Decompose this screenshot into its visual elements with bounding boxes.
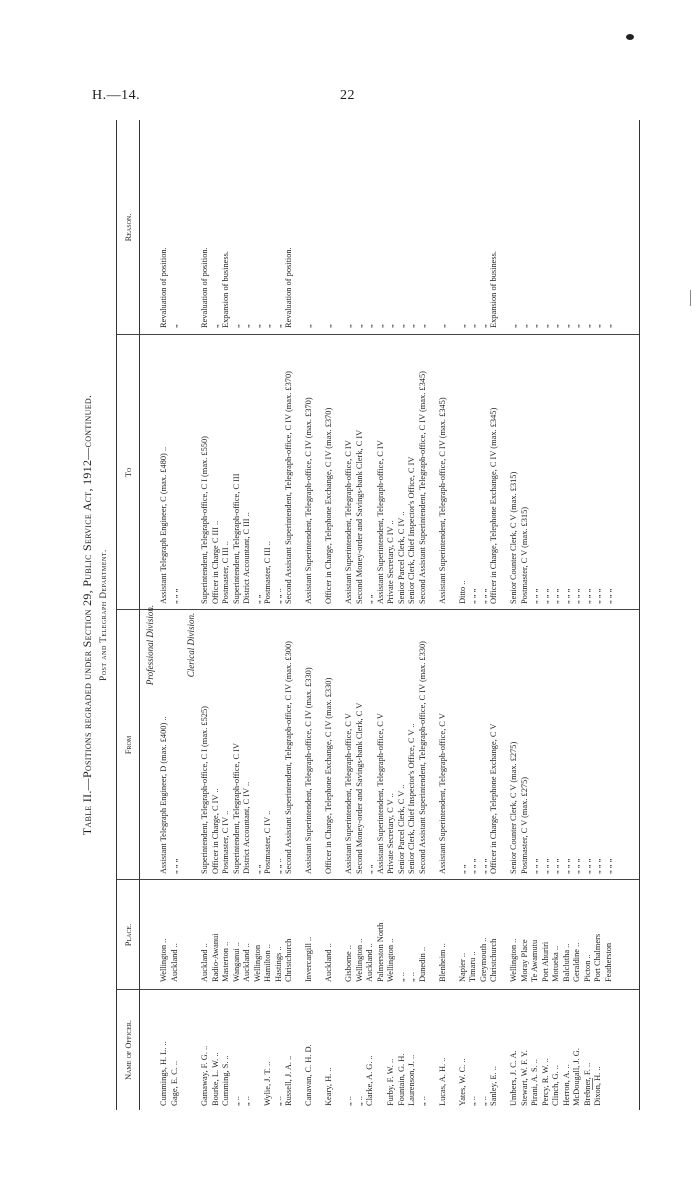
cell-to: „ „ „ [582, 588, 592, 604]
cell-name: Russell, J. A. .. [284, 1055, 293, 1106]
cell-name: Fountain, G. H. [396, 1053, 406, 1106]
cell-reason: „ [273, 324, 283, 328]
cell-place: Dunedin .. [417, 946, 427, 982]
cell-from: Postmaster, C V (max. £275) [519, 776, 529, 874]
table-row [304, 120, 324, 1110]
cell-to: „ „ „ [540, 588, 550, 604]
cell-reason: „ [468, 324, 477, 328]
table-row [458, 120, 468, 1110]
scan-mark [690, 290, 691, 306]
table-row [324, 120, 344, 1110]
cell-from: „ „ „ [561, 858, 571, 874]
table-row [355, 120, 365, 1110]
page-number: 22 [340, 88, 355, 103]
table-row [170, 120, 180, 1110]
table-row [200, 120, 210, 1110]
cell-place: Wellington .. [509, 938, 518, 982]
cell-reason: „ [365, 324, 374, 328]
cell-name: Sanley, E. .. [489, 1066, 498, 1106]
cell-to: Ditto .. [457, 580, 467, 604]
cell-to: Postmaster, C V (max. £315) [519, 506, 529, 604]
cell-to: Senior Clerk, Chief Inspector's Office, C IV [407, 456, 416, 604]
cell-name: Cumming, S. .. [221, 1055, 230, 1106]
column-header-place: Place. [117, 880, 140, 990]
positions-table [116, 120, 640, 1110]
table-row [479, 120, 489, 1110]
cell-name: Dixon, H. .. [593, 1066, 602, 1106]
cell-to: „ „ „ [478, 588, 488, 604]
table-row [530, 120, 540, 1110]
cell-name: „ .. [344, 1096, 353, 1106]
cell-name: Brebner, F. .. [582, 1062, 592, 1106]
column-header-reason: Reason. [117, 120, 140, 335]
table-row [593, 120, 603, 1110]
cell-name: Yates, W. C. .. [457, 1058, 467, 1106]
table-row [221, 120, 231, 1110]
cell-to: Assistant Superintendent, Telegraph-office, C IV [344, 440, 353, 604]
cell-from: Assistant Superintendent, Telegraph-office, C IV (max. £330) [304, 667, 313, 874]
cell-reason: „ [210, 324, 220, 328]
cell-place: Moray Place [519, 939, 529, 982]
cell-to: Senior Counter Clerk, C V (max. £315) [509, 471, 518, 604]
cell-reason: „ [354, 324, 364, 328]
table-row [407, 120, 417, 1110]
table-row [418, 120, 438, 1110]
cell-from: Officer in Charge, C IV .. [210, 788, 220, 874]
cell-from: Second Money-order and Savings-bank Clerk, C V [354, 702, 364, 874]
cell-name: „ .. [273, 1096, 283, 1106]
cell-to: Postmaster, C III .. [263, 541, 272, 604]
table-caption: Table II.—Positions regraded under Section 29, Public Service Act, 1912—continued. [80, 394, 94, 836]
cell-place: Invercargill .. [304, 936, 313, 982]
cell-reason: „ [478, 324, 488, 328]
cell-to: „ „ „ [561, 588, 571, 604]
cell-reason: Expansion of business. [489, 251, 498, 328]
table-row [263, 120, 273, 1110]
cell-name: Clinch, G. .. [551, 1065, 560, 1106]
cell-place: Napier .. [457, 952, 467, 982]
cell-reason: „ [437, 324, 447, 328]
table-row [253, 120, 263, 1110]
cell-place: Wellington [252, 944, 262, 982]
cell-from: „ „ „ [478, 858, 488, 874]
cell-to: „ „ .. [273, 588, 283, 604]
document-reference: H.—14. [92, 88, 141, 103]
cell-name: Lucas, A. H. .. [437, 1057, 447, 1106]
cell-to: Second Assistant Superintendent, Telegraph-office, C IV (max. £345) [417, 371, 427, 604]
cell-from: Postmaster, C IV .. [263, 810, 272, 874]
cell-reason: „ [530, 324, 539, 328]
cell-reason: „ [509, 324, 518, 328]
cell-from: „ „ „ [551, 858, 560, 874]
table-row [397, 120, 407, 1110]
cell-name: Canavan, C. H. D. [304, 1044, 313, 1106]
cell-to: „ „ „ [593, 588, 602, 604]
cell-name: „ .. [242, 1096, 251, 1106]
cell-place: Motueka .. [551, 945, 560, 982]
cell-place: Auckland .. [365, 943, 374, 982]
column-header-from: From [117, 610, 140, 880]
cell-to: „ „ „ [169, 588, 179, 604]
cell-to: Officer in Charge, Telephone Exchange, C IV (max. £370) [324, 407, 333, 604]
column-header-to: To [117, 335, 140, 610]
table-row [468, 120, 478, 1110]
cell-from: Senior Clerk, Chief Inspector's Office, C V .. [407, 723, 416, 874]
cell-reason: „ [582, 324, 592, 328]
cell-from: Superintendent, Telegraph-office, C I (max. £525) [200, 706, 209, 874]
cell-from: „ „ [457, 864, 467, 874]
table-row [376, 120, 386, 1110]
table-row [562, 120, 572, 1110]
table-row [520, 120, 530, 1110]
table-row [489, 120, 509, 1110]
cell-reason: „ [457, 324, 467, 328]
cell-from: „ „ „ [582, 858, 592, 874]
cell-reason: „ [169, 324, 179, 328]
cell-reason: „ [572, 324, 581, 328]
cell-place: Auckland .. [200, 943, 209, 982]
cell-from: Assistant Telegraph Engineer, D (max. £400) .. [159, 716, 168, 874]
cell-reason: „ [417, 324, 427, 328]
cell-place: Geraldine .. [572, 942, 581, 982]
cell-place: Wellington .. [354, 938, 364, 982]
cell-from: Senior Parcel Clerk, C V .. [396, 784, 406, 874]
table-row [386, 120, 396, 1110]
cell-name: „ .. [417, 1096, 427, 1106]
cell-reason: „ [263, 324, 272, 328]
cell-place: Hastings .. [273, 946, 283, 982]
cell-place: Timaru .. [468, 951, 477, 982]
cell-to: Assistant Superintendent, Telegraph-office, C IV (max. £345) [437, 397, 447, 604]
table-row [159, 120, 169, 1110]
cell-name: Umbers, J. C. A. [509, 1050, 518, 1106]
cell-place: Christchurch [284, 938, 293, 982]
cell-to: „ „ „ [551, 588, 560, 604]
cell-from: „ „ [252, 864, 262, 874]
cell-reason: „ [386, 324, 395, 328]
cell-from: „ „ „ [468, 858, 477, 874]
cell-name: Furby, F. W. .. [386, 1058, 395, 1106]
cell-place: Gisborne .. [344, 945, 353, 982]
cell-name: „ .. [354, 1096, 364, 1106]
cell-to: Second Assistant Superintendent, Telegraph-office, C IV (max. £370) [284, 371, 293, 604]
table-row [274, 120, 284, 1110]
cell-from: „ „ [365, 864, 374, 874]
cell-name: „ .. [468, 1096, 477, 1106]
cell-name: Laurenson, J. .. [407, 1054, 416, 1106]
cell-name: Herron, A. .. [561, 1064, 571, 1106]
table-row [604, 120, 614, 1110]
table-row [438, 120, 458, 1110]
cell-reason: Revaluation of position. [284, 247, 293, 328]
cell-reason: Expansion of business. [221, 251, 230, 328]
cell-reason: „ [603, 324, 613, 328]
cell-reason: „ [593, 324, 602, 328]
cell-name: „ .. [231, 1096, 241, 1106]
cell-from: „ „ „ [169, 858, 179, 874]
cell-to: Private Secretary, C IV .. [386, 520, 395, 604]
table-row [344, 120, 354, 1110]
cell-from: Assistant Superintendent, Telegraph-office, C V [437, 713, 447, 874]
cell-name: McDougall, J. G. [572, 1048, 581, 1106]
table-row [284, 120, 304, 1110]
table-row [541, 120, 551, 1110]
cell-from: Private Secretary, C V .. [386, 793, 395, 874]
rotated-table-page [80, 120, 640, 1110]
cell-from: Second Assistant Superintendent, Telegraph-office, C IV (max. £330) [417, 641, 427, 874]
column-header-name: Name of Officer. [117, 990, 140, 1110]
cell-place: Balclutha .. [561, 943, 571, 982]
cell-place: Wellington .. [159, 938, 168, 982]
cell-place: „ .. [396, 972, 406, 982]
cell-place: Christchurch [489, 938, 498, 982]
cell-to: „ „ [252, 594, 262, 604]
cell-name: Percy, R. W. .. [540, 1058, 550, 1106]
cell-from: Senior Counter Clerk, C V (max. £275) [509, 741, 518, 874]
cell-place: Hamilton .. [263, 944, 272, 982]
cell-name: Gamaway, F. G. .. [200, 1045, 209, 1106]
cell-name: Bourke, L. W. .. [210, 1052, 220, 1106]
cell-name: Gage, E. C. .. [169, 1060, 179, 1106]
cell-from: Assistant Superintendent, Telegraph-office, C V [344, 713, 353, 874]
ink-speck [626, 34, 634, 40]
cell-name: Keary, H. .. [324, 1067, 333, 1106]
cell-reason: „ [407, 324, 416, 328]
cell-reason: „ [561, 324, 571, 328]
cell-from: Officer in Charge, Telephone Exchange, C V [489, 723, 498, 874]
table-row [572, 120, 582, 1110]
table-row [583, 120, 593, 1110]
cell-to: Assistant Superintendent, Telegraph-office, C IV (max. £370) [304, 397, 313, 604]
cell-to: Officer in Charge C III .. [210, 520, 220, 604]
cell-from: „ „ .. [273, 858, 283, 874]
cell-from: District Accountant, C IV .. [242, 781, 251, 874]
cell-to: Officer in Charge, Telephone Exchange, C IV (max. £345) [489, 407, 498, 604]
cell-from: „ „ „ [572, 858, 581, 874]
table-row [551, 120, 561, 1110]
cell-place: Auckland .. [169, 943, 179, 982]
cell-from: Superintendent, Telegraph-office, C IV [231, 743, 241, 874]
cell-place: Te Awamutu [530, 939, 539, 982]
cell-to: Senior Parcel Clerk, C IV .. [396, 511, 406, 604]
cell-place: Port Ahuriri [540, 941, 550, 982]
cell-to: Second Money-order and Savings-bank Clerk, C IV [354, 429, 364, 604]
cell-place: Featherston [603, 942, 613, 982]
cell-reason: „ [242, 324, 251, 328]
cell-place: Port Chalmers [593, 933, 602, 982]
cell-reason: „ [304, 324, 313, 328]
table-row [509, 120, 519, 1110]
cell-place: Palmerston North [375, 922, 385, 982]
cell-from: „ „ „ [540, 858, 550, 874]
cell-name: Stewart, W. F. Y. [519, 1050, 529, 1106]
cell-place: Blenheim .. [437, 943, 447, 982]
cell-reason: „ [324, 324, 333, 328]
cell-to: Superintendent, Telegraph-office, C I (max. £550) [200, 436, 209, 604]
table-row [242, 120, 252, 1110]
cell-place: Masterton .. [221, 941, 230, 982]
cell-reason: „ [540, 324, 550, 328]
cell-to: „ „ „ [603, 588, 613, 604]
cell-place: Wanganui .. [231, 941, 241, 982]
cell-place: Auckland .. [324, 943, 333, 982]
cell-reason: „ [551, 324, 560, 328]
cell-place: Greymouth .. [478, 937, 488, 982]
cell-to: Assistant Telegraph Engineer, C (max. £480) .. [159, 446, 168, 604]
cell-to: Superintendent, Telegraph-office, C III [231, 473, 241, 604]
cell-reason: „ [519, 324, 529, 328]
cell-name: Pirani, A. S. .. [530, 1059, 539, 1106]
table-row [211, 120, 221, 1110]
cell-reason: „ [344, 324, 353, 328]
cell-reason: „ [252, 324, 262, 328]
cell-to: Assistant Superintendent, Telegraph-office, C IV [375, 440, 385, 604]
cell-reason: „ [396, 324, 406, 328]
cell-from: „ „ „ [593, 858, 602, 874]
cell-to: Postmaster, C III .. [221, 541, 230, 604]
cell-from: „ „ „ [603, 858, 613, 874]
cell-from: Second Assistant Superintendent, Telegraph-office, C IV (max. £300) [284, 641, 293, 874]
cell-reason: „ [231, 324, 241, 328]
cell-place: „ .. [407, 972, 416, 982]
cell-from: „ „ „ [530, 858, 539, 874]
section-title: Professional Division. [145, 604, 155, 686]
cell-from: Officer in Charge, Telephone Exchange, C IV (max. £330) [324, 677, 333, 874]
cell-place: Radio-Awanui [210, 933, 220, 982]
cell-to: District Accountant, C III .. [242, 512, 251, 604]
cell-name: Cummings, H. L. .. [159, 1041, 168, 1106]
section-title: Clerical Division. [186, 612, 196, 678]
cell-name: Clarke, A. G. .. [365, 1055, 374, 1106]
cell-name: „ .. [478, 1096, 488, 1106]
cell-reason: „ [375, 324, 385, 328]
table-subcaption: Post and Telegraph Department. [98, 549, 108, 681]
table-row [232, 120, 242, 1110]
cell-from: Assistant Superintendent, Telegraph-office, C V [375, 713, 385, 874]
table-row [365, 120, 375, 1110]
cell-to: „ „ „ [468, 588, 477, 604]
cell-name: Wylie, J. T. .. [263, 1061, 272, 1106]
cell-reason: Revaluation of position. [200, 247, 209, 328]
cell-place: Auckland .. [242, 943, 251, 982]
cell-place: Wellington .. [386, 938, 395, 982]
cell-place: Picton .. [582, 954, 592, 982]
cell-from: Postmaster, C IV .. [221, 810, 230, 874]
cell-reason: Revaluation of position. [159, 247, 168, 328]
cell-to: „ „ „ [572, 588, 581, 604]
cell-to: „ „ „ [530, 588, 539, 604]
cell-to: „ „ [365, 594, 374, 604]
